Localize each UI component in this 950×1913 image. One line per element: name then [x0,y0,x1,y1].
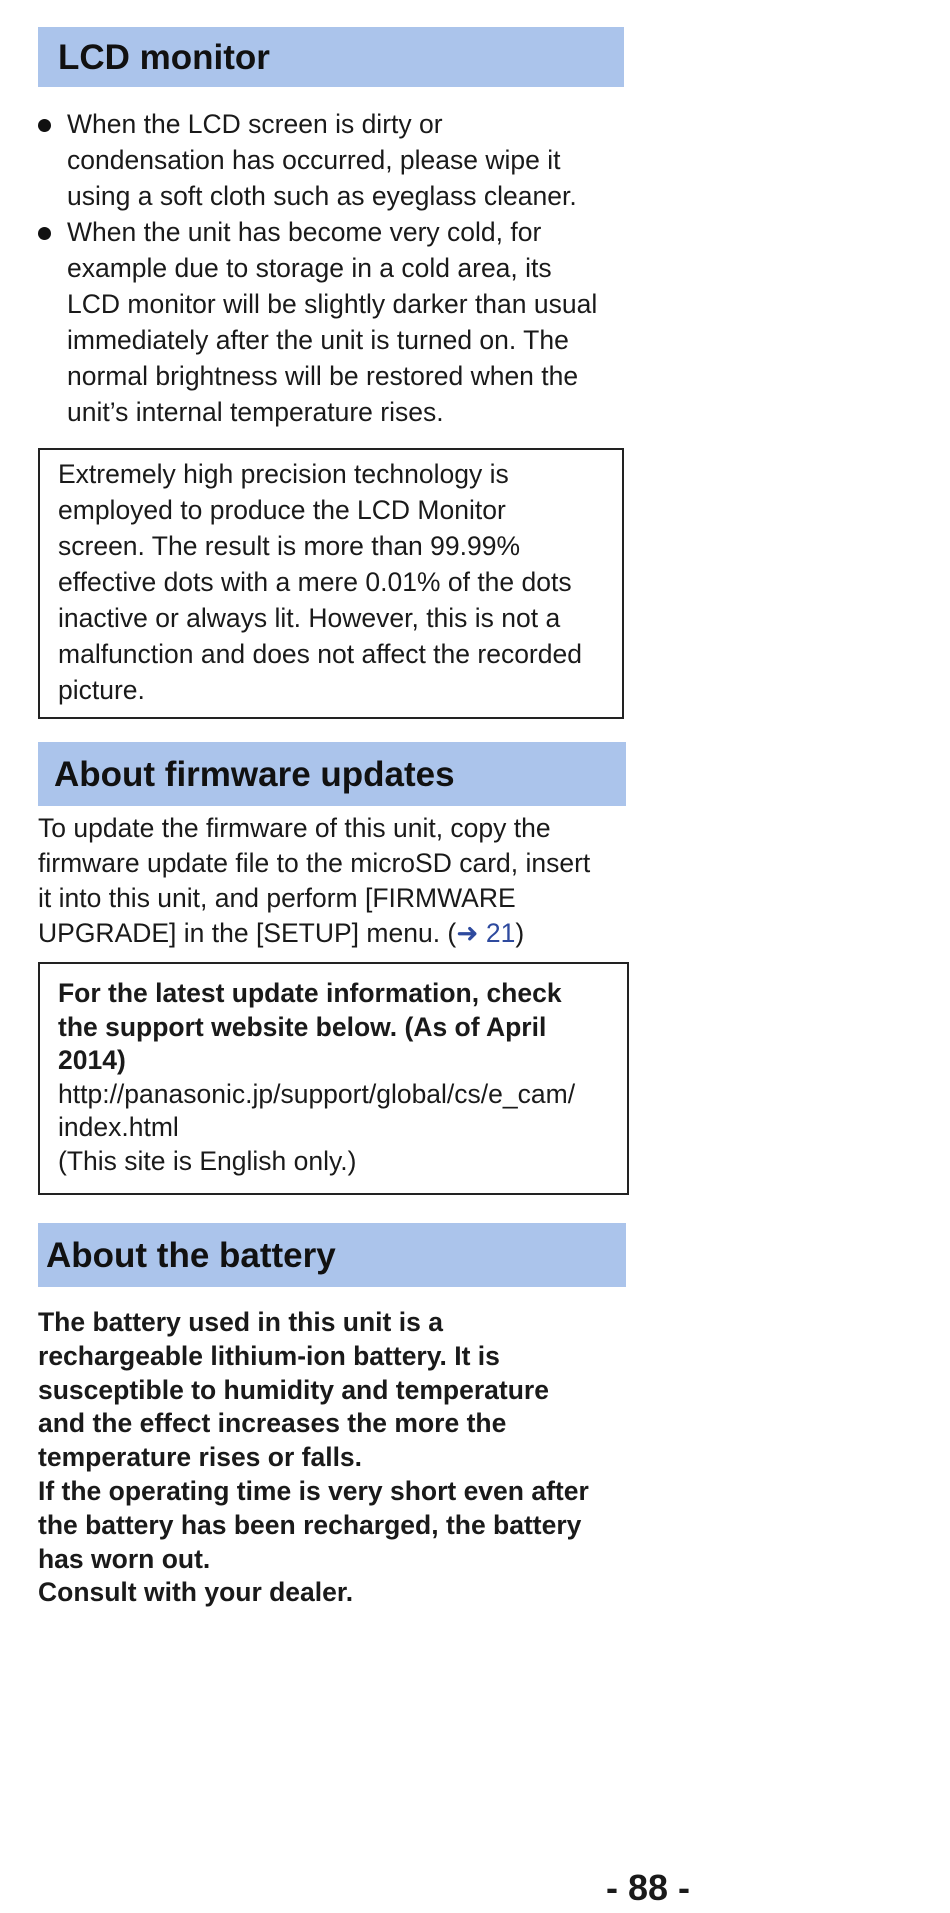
info-bold-line: the support website below. (As of April [58,1011,547,1042]
paragraph-line: susceptible to humidity and temperature [38,1374,549,1405]
support-url: http://panasonic.jp/support/global/cs/e_cam/ [58,1078,576,1109]
lcd-precision-note [38,448,624,719]
paragraph-text: ) [515,918,525,948]
bullet-line: using a soft cloth such as eyeglass cleaner. [67,181,577,211]
info-line: (This site is English only.) [58,1145,357,1176]
info-bold-line: For the latest update information, check [58,978,562,1008]
paragraph-line: has worn out. [38,1543,211,1574]
paragraph-line: To update the firmware of this unit, copy the [38,813,551,843]
arrow-right-icon: ➜ [456,918,479,948]
note-line: Extremely high precision technology is [58,459,509,489]
paragraph-line: If the operating time is very short even after [38,1475,589,1506]
lcd-bullet-list [38,106,638,430]
lcd-monitor-heading [38,27,624,87]
paragraph-line: rechargeable lithium-ion battery. It is [38,1340,500,1371]
paragraph-line: firmware update file to the microSD card, insert [38,848,591,878]
note-line: picture. [58,675,145,705]
firmware-paragraph [38,811,638,951]
note-line: screen. The result is more than 99.99% [58,531,521,561]
bullet-line: normal brightness will be restored when the [67,361,579,391]
note-line: employed to produce the LCD Monitor [58,495,506,525]
firmware-info-box [38,962,629,1195]
bullet-line: example due to storage in a cold area, its [67,253,552,283]
paragraph-line: the battery has been recharged, the battery [38,1509,582,1540]
list-item [38,106,638,214]
bullet-line: LCD monitor will be slightly darker than usual [67,289,598,319]
bullet-dot-icon [38,119,51,132]
firmware-heading-text: About firmware updates [54,754,455,794]
support-url: index.html [58,1112,179,1142]
bullet-line: condensation has occurred, please wipe it [67,145,561,175]
battery-paragraph [38,1306,638,1610]
bullet-line: When the LCD screen is dirty or [67,109,443,139]
battery-heading [38,1223,626,1287]
paragraph-line: and the effect increases the more the [38,1408,507,1439]
page-number: - 88 - [606,1867,691,1908]
note-line: effective dots with a mere 0.01% of the dots [58,567,572,597]
bullet-dot-icon [38,227,51,240]
lcd-monitor-heading-text: LCD monitor [58,37,270,77]
paragraph-text: UPGRADE] in the [SETUP] menu. ( [38,918,457,948]
bullet-line: immediately after the unit is turned on. The [67,325,569,355]
battery-heading-text: About the battery [46,1235,336,1275]
info-bold-line: 2014) [58,1045,126,1075]
bullet-line: unit’s internal temperature rises. [67,397,444,427]
firmware-heading [38,742,626,806]
bullet-line: When the unit has become very cold, for [67,217,542,247]
note-line: malfunction and does not affect the recorded [58,639,582,669]
paragraph-line [38,916,638,951]
paragraph-line: The battery used in this unit is a [38,1307,443,1337]
note-line: inactive or always lit. However, this is not a [58,603,561,633]
paragraph-line: Consult with your dealer. [38,1577,354,1608]
page-reference-link[interactable] [456,918,515,948]
list-item [38,214,638,430]
paragraph-line: it into this unit, and perform [FIRMWARE [38,883,516,913]
page-reference-number: 21 [485,918,516,948]
paragraph-line: temperature rises or falls. [38,1442,363,1473]
